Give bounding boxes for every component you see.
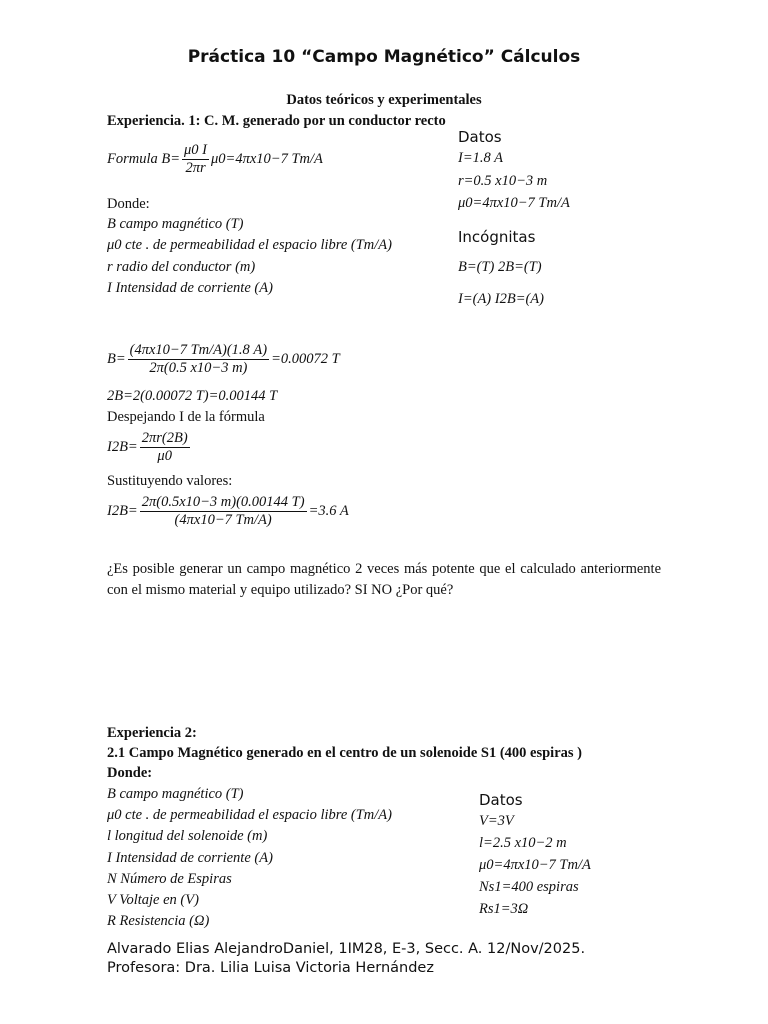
i2b-formula-fraction: [140, 430, 190, 465]
exp2-def-v: V Voltaje en (V): [107, 892, 199, 908]
exp2-dato-v: V=3V: [479, 813, 514, 829]
calc-2b: 2B=2(0.00072 T)=0.00144 T: [107, 388, 278, 404]
exp1-def-b: B campo magnético (T): [107, 216, 244, 232]
i2b-calc: [107, 494, 349, 529]
footer-professor: Profesora: Dra. Lilia Luisa Victoria Hernández: [107, 960, 434, 976]
despejando-text: Despejando I de la fórmula: [107, 409, 265, 425]
exp1-dato-i: I=1.8 A: [458, 150, 503, 166]
formula-tail: μ0=4πx10−7 Tm/A: [211, 150, 323, 167]
exp2-donde: Donde:: [107, 765, 153, 781]
calc-b: [107, 342, 340, 377]
exp2-def-n: N Número de Espiras: [107, 871, 232, 887]
exp2-def-r: R Resistencia (Ω): [107, 913, 210, 929]
exp1-def-i: I Intensidad de corriente (A): [107, 280, 273, 296]
page-title: Práctica 10 “Campo Magnético” Cálculos: [187, 47, 581, 67]
exp1-dato-r: r=0.5 x10−3 m: [458, 173, 548, 189]
exp1-formula: [107, 142, 323, 177]
exp1-incog-b: B=(T) 2B=(T): [458, 259, 542, 275]
i2b-calc-fraction: [140, 494, 307, 529]
i2b-calc-rhs: =3.6 A: [308, 502, 349, 519]
calc-b-den: 2π(0.5 x10−3 m): [149, 360, 248, 376]
i2b-calc-lhs: I2B=: [107, 502, 138, 519]
formula-num: μ0 I: [184, 142, 208, 158]
exp2-datos-title: Datos: [479, 791, 523, 809]
calc-b-fraction: [128, 342, 269, 377]
exp2-def-i: I Intensidad de corriente (A): [107, 850, 273, 866]
i2b-formula-num: 2πr(2B): [141, 430, 188, 446]
exp1-incog-i: I=(A) I2B=(A): [458, 291, 544, 307]
formula-label: Formula B=: [107, 150, 181, 167]
exp2-heading: Experiencia 2:: [107, 725, 197, 741]
exp1-question: ¿Es posible generar un campo magnético 2 veces más potente que el calculado anteriormente con el mismo material y equipo utilizado? SI NO ¿Por qué?: [107, 561, 661, 598]
exp1-heading: Experiencia. 1: C. M. generado por un conductor recto: [107, 113, 446, 129]
calc-b-num: (4πx10−7 Tm/A)(1.8 A): [129, 342, 268, 358]
exp2-dato-ns1: Ns1=400 espiras: [479, 879, 579, 895]
exp2-dato-mu0: μ0=4πx10−7 Tm/A: [479, 857, 591, 873]
sustituyendo-text: Sustituyendo valores:: [107, 473, 233, 489]
section-heading: Datos teóricos y experimentales: [286, 92, 482, 108]
i2b-formula: [107, 430, 192, 465]
exp2-subheading: 2.1 Campo Magnético generado en el centro de un solenoide S1 (400 espiras ): [107, 745, 582, 761]
exp2-dato-rs1: Rs1=3Ω: [479, 901, 529, 917]
formula-fraction: [182, 142, 209, 177]
exp1-def-r: r radio del conductor (m): [107, 259, 256, 275]
exp1-donde: Donde:: [107, 196, 150, 212]
calc-b-lhs: B=: [107, 350, 126, 367]
i2b-formula-lhs: I2B=: [107, 438, 138, 455]
exp1-incog-title: Incógnitas: [458, 228, 536, 246]
exp2-def-mu0: μ0 cte . de permeabilidad el espacio libre (Tm/A): [107, 807, 392, 823]
i2b-formula-den: μ0: [157, 448, 172, 464]
exp2-dato-l: l=2.5 x10−2 m: [479, 835, 567, 851]
i2b-calc-den: (4πx10−7 Tm/A): [174, 512, 272, 528]
exp1-datos-title: Datos: [458, 128, 502, 146]
i2b-calc-num: 2π(0.5x10−3 m)(0.00144 T): [141, 494, 305, 510]
formula-den: 2πr: [185, 160, 206, 176]
exp1-def-mu0: μ0 cte . de permeabilidad el espacio libre (Tm/A): [107, 237, 392, 253]
footer-author: Alvarado Elias AlejandroDaniel, 1IM28, E-3, Secc. A. 12/Nov/2025.: [107, 941, 586, 957]
calc-b-rhs: =0.00072 T: [271, 350, 340, 367]
exp2-def-l: l longitud del solenoide (m): [107, 828, 268, 844]
exp2-def-b: B campo magnético (T): [107, 786, 244, 802]
exp1-dato-mu0: μ0=4πx10−7 Tm/A: [458, 195, 570, 211]
